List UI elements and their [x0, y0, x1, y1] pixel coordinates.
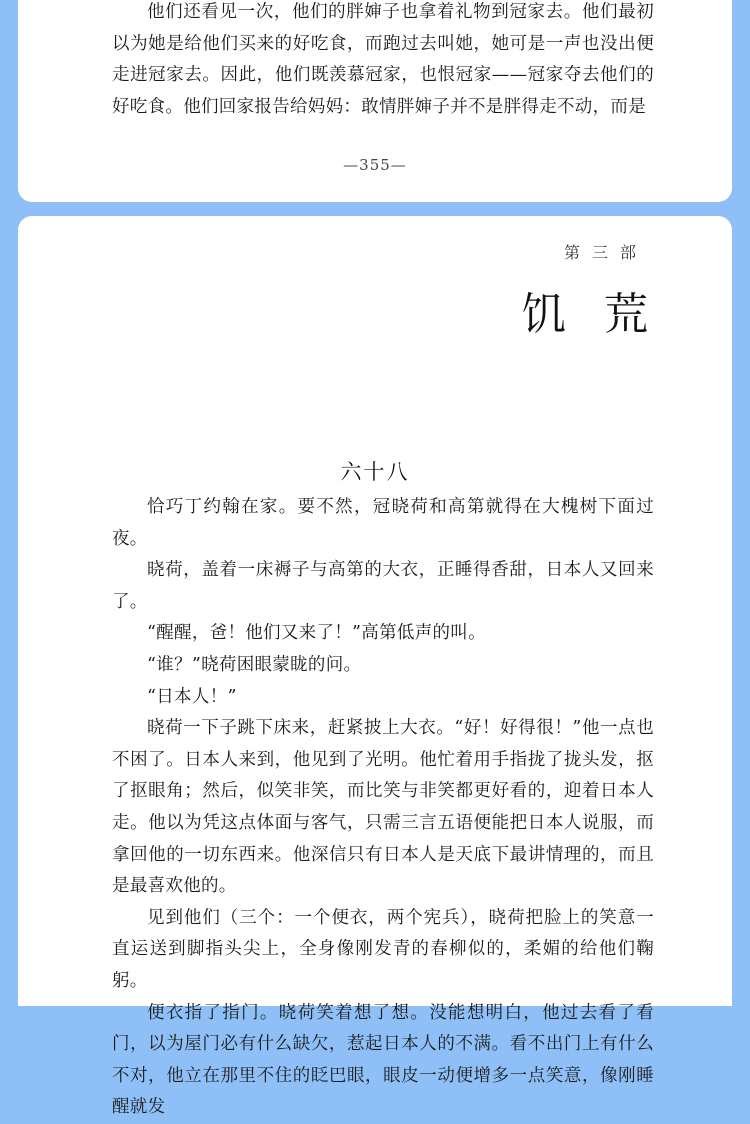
previous-page: [18, 0, 732, 202]
paragraph: 晓荷，盖着一床褥子与高第的大衣，正睡得香甜，日本人又回来了。: [112, 560, 654, 612]
previous-page-text: [112, 0, 654, 123]
paragraph: 他们还看见一次，他们的胖婶子也拿着礼物到冠家去。他们最初以为她是给他们买来的好吃食，而跑过去叫她，她可是一声也没出便走进冠家去。因此，他们既羡慕冠家，也恨冠家——冠家夺去他们的好吃食。他们回家报告给妈妈：敢情胖婶子并不是胖得走不动，而是: [112, 2, 654, 117]
paragraph: “醒醒，爸！他们又来了！”高第低声的叫。: [147, 623, 486, 644]
part-title: 饥荒: [522, 289, 686, 340]
part-label: 第三部: [563, 243, 648, 262]
paragraph: 晓荷一下子跳下床来，赶紧披上大衣。“好！好得很！”他一点也不困了。日本人来到，他见到了光明。他忙着用手指拢了拢头发，抠了抠眼角；然后，似笑非笑，而比笑与非笑都更好看的，迎着日本人走。他以为凭这点体面与客气，只需三言五语便能把日本人说服，而拿回他的一切东西来。他深信只有日本人是天底下最讲情理的，而且是最喜欢他的。: [112, 718, 654, 897]
paragraph: 见到他们（三个：一个便衣，两个宪兵），晓荷把脸上的笑意一直运送到脚指头尖上，全身像刚发青的春柳似的，柔媚的给他们鞠躬。: [112, 907, 654, 991]
paragraph: “日本人！”: [147, 686, 237, 707]
page-number: —355—: [343, 156, 407, 174]
chapter-body: [112, 492, 654, 1124]
paragraph: “谁？”晓荷困眼蒙眬的问。: [147, 654, 362, 675]
paragraph: 恰巧丁约翰在家。要不然，冠晓荷和高第就得在大槐树下面过夜。: [112, 497, 654, 549]
chapter-title: 六十八: [340, 460, 410, 484]
paragraph: 便衣指了指门。晓荷笑着想了想。没能想明白，他过去看了看门，以为屋门必有什么缺欠，惹起日本人的不满。看不出门上有什么不对，他立在那里不住的眨巴眼，眼皮一动便增多一点笑意，像刚睡醒就发: [112, 1002, 654, 1118]
current-page: [18, 216, 732, 1118]
